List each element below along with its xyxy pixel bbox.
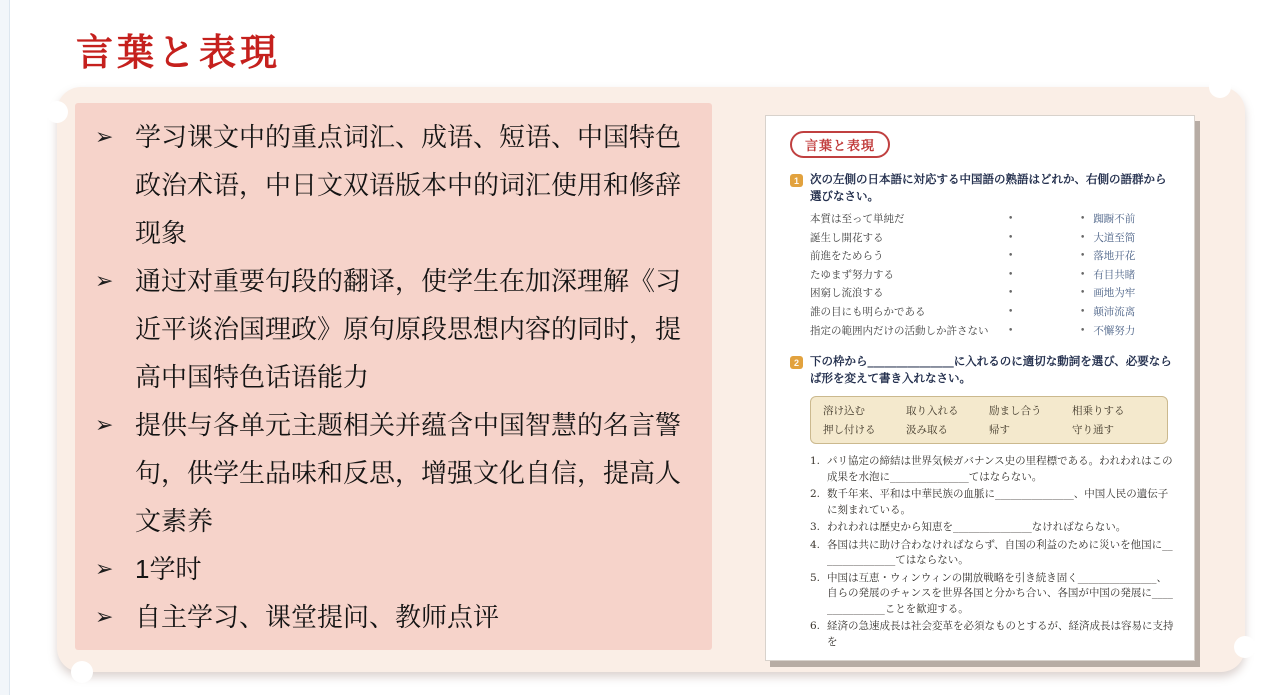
word-box-item: 励まし合う — [989, 405, 1042, 418]
arrow-bullet-icon: ➢ — [95, 268, 114, 293]
exercise2-number-badge: 2 — [790, 356, 803, 369]
textbook-page — [765, 115, 1195, 661]
word-box-item: 汲み取る — [906, 424, 948, 437]
arrow-bullet-icon: ➢ — [95, 124, 114, 149]
matching-row — [810, 322, 1176, 341]
sentence-text: 中国は互恵・ウィンウィンの開放戦略を引き続き固く_______________、自らの発展のチャンスを世界各国と分かち合い、各国が中国の発展に_______________ことを歓迎する。 — [827, 571, 1173, 615]
section-badge: 言葉と表現 — [790, 131, 890, 158]
matching-japanese-phrase: 誰の目にも明らかである — [810, 305, 926, 318]
bullet-text: 提供与各单元主题相关并蕴含中国智慧的名言警句，供学生品味和反思，增强文化自信，提高人文素养 — [135, 410, 682, 536]
bullet-text: 自主学习、课堂提问、教师点评 — [135, 602, 500, 632]
sentence-number: 4. — [810, 538, 821, 551]
match-dot-left-icon: • — [1008, 288, 1014, 299]
corner-notch-top-left — [46, 101, 68, 123]
word-box-item: 押し付ける — [823, 424, 876, 437]
arrow-bullet-icon: ➢ — [95, 604, 114, 629]
bullet-item — [89, 593, 702, 641]
sentence-number: 5. — [810, 571, 821, 584]
sentence-text: 経済の急速成長は社会変革を必須なものとするが、経済成長は容易に支持を — [827, 620, 1174, 648]
left-edge-strip — [0, 0, 10, 695]
sentence-item — [810, 571, 1176, 618]
exercise1-header — [790, 171, 1176, 205]
matching-list — [810, 210, 1176, 340]
corner-notch-top-right — [1209, 76, 1231, 98]
matching-chinese-idiom: 踟蹰不前 — [1093, 213, 1136, 225]
match-dot-right-icon: • — [1080, 232, 1086, 243]
match-dot-left-icon: • — [1008, 214, 1014, 224]
matching-row — [810, 266, 1176, 285]
bullet-item — [89, 545, 702, 593]
matching-japanese-phrase: 前進をためらう — [810, 250, 884, 263]
sentence-text: 各国は共に助け合わなければならず、自国の利益のために災いを他国に_______________てはならない。 — [827, 538, 1173, 567]
match-dot-right-icon: • — [1080, 306, 1086, 317]
exercise1-number-badge: 1 — [790, 174, 803, 187]
arrow-bullet-icon: ➢ — [95, 556, 114, 581]
exercise2-prompt: 下の枠から_______________に入れるのに適切な動詞を選び、必要ならば形を変えて書き入れなさい。 — [810, 354, 1172, 386]
matching-japanese-phrase: 困窮し流浪する — [810, 287, 884, 300]
match-dot-left-icon: • — [1008, 232, 1014, 243]
verb-word-box — [810, 396, 1168, 444]
matching-chinese-idiom: 画地为牢 — [1093, 287, 1136, 300]
sentence-number: 2. — [810, 488, 821, 501]
sentence-item — [810, 538, 1176, 569]
matching-japanese-phrase: 指定の範囲内だけの活動しか許さない — [810, 324, 989, 337]
match-dot-right-icon: • — [1080, 251, 1086, 262]
matching-japanese-phrase: たゆまず努力する — [810, 268, 894, 281]
page-title: 言葉と表現 — [76, 32, 281, 73]
sentence-number: 3. — [810, 521, 821, 534]
matching-row — [810, 247, 1176, 266]
match-dot-right-icon: • — [1080, 214, 1086, 224]
sentence-item — [810, 487, 1176, 518]
word-box-item: 相乗りする — [1072, 405, 1125, 418]
sentence-text: 数千年来、平和は中華民族の血脈に_______________、中国人民の遺伝子に刻まれている。 — [827, 488, 1169, 516]
word-box-item: 守り通す — [1072, 424, 1114, 437]
content-board — [57, 87, 1245, 672]
sentence-item — [810, 619, 1176, 650]
word-box-item: 取り入れる — [906, 405, 959, 418]
bullet-panel — [75, 103, 712, 650]
bullet-item — [89, 257, 702, 401]
sentence-item — [810, 454, 1176, 485]
matching-chinese-idiom: 有目共睹 — [1093, 268, 1136, 281]
bullet-text: 通过对重要句段的翻译，使学生在加深理解《习近平谈治国理政》原句原段思想内容的同时，提高中国特色话语能力 — [135, 266, 682, 392]
sentence-number: 1. — [810, 455, 821, 468]
match-dot-left-icon: • — [1008, 325, 1014, 336]
matching-row — [810, 284, 1176, 303]
exercise2-header — [790, 353, 1176, 387]
match-dot-right-icon: • — [1080, 269, 1086, 280]
sentence-text: われわれは歴史から知恵を_______________なければならない。 — [827, 521, 1127, 534]
arrow-bullet-icon: ➢ — [95, 412, 114, 437]
sentence-number: 6. — [810, 620, 821, 633]
word-box-item: 帰す — [989, 424, 1010, 437]
corner-notch-bottom-right — [1234, 636, 1256, 658]
match-dot-left-icon: • — [1008, 306, 1014, 317]
sentence-text: パリ協定の締結は世界気候ガバナンス史の里程標である。われわれはこの成果を水泡に_______________てはならない。 — [827, 455, 1173, 483]
matching-chinese-idiom: 不懈努力 — [1093, 324, 1136, 337]
bullet-text: 1学时 — [135, 554, 202, 584]
matching-japanese-phrase: 本質は至って単純だ — [810, 213, 905, 225]
match-dot-right-icon: • — [1080, 288, 1086, 299]
match-dot-left-icon: • — [1008, 269, 1014, 280]
matching-chinese-idiom: 颠沛流离 — [1093, 305, 1136, 318]
word-box-item: 溶け込む — [823, 405, 865, 418]
match-dot-left-icon: • — [1008, 251, 1014, 262]
matching-row — [810, 210, 1176, 229]
matching-chinese-idiom: 大道至简 — [1093, 231, 1136, 244]
bullet-item — [89, 113, 702, 257]
bullet-item — [89, 401, 702, 545]
match-dot-right-icon: • — [1080, 325, 1086, 336]
bullet-text: 学习课文中的重点词汇、成语、短语、中国特色政治术语，中日文双语版本中的词汇使用和修辞现象 — [135, 122, 682, 248]
corner-notch-bottom-left — [71, 661, 93, 683]
exercise1-prompt: 次の左側の日本語に対応する中国語の熟語はどれか、右側の語群から選びなさい。 — [810, 172, 1167, 203]
fill-in-sentences — [810, 454, 1176, 650]
matching-row — [810, 303, 1176, 322]
matching-japanese-phrase: 誕生し開花する — [810, 231, 884, 244]
matching-row — [810, 229, 1176, 248]
matching-chinese-idiom: 落地开花 — [1093, 250, 1136, 263]
sentence-item — [810, 520, 1176, 536]
